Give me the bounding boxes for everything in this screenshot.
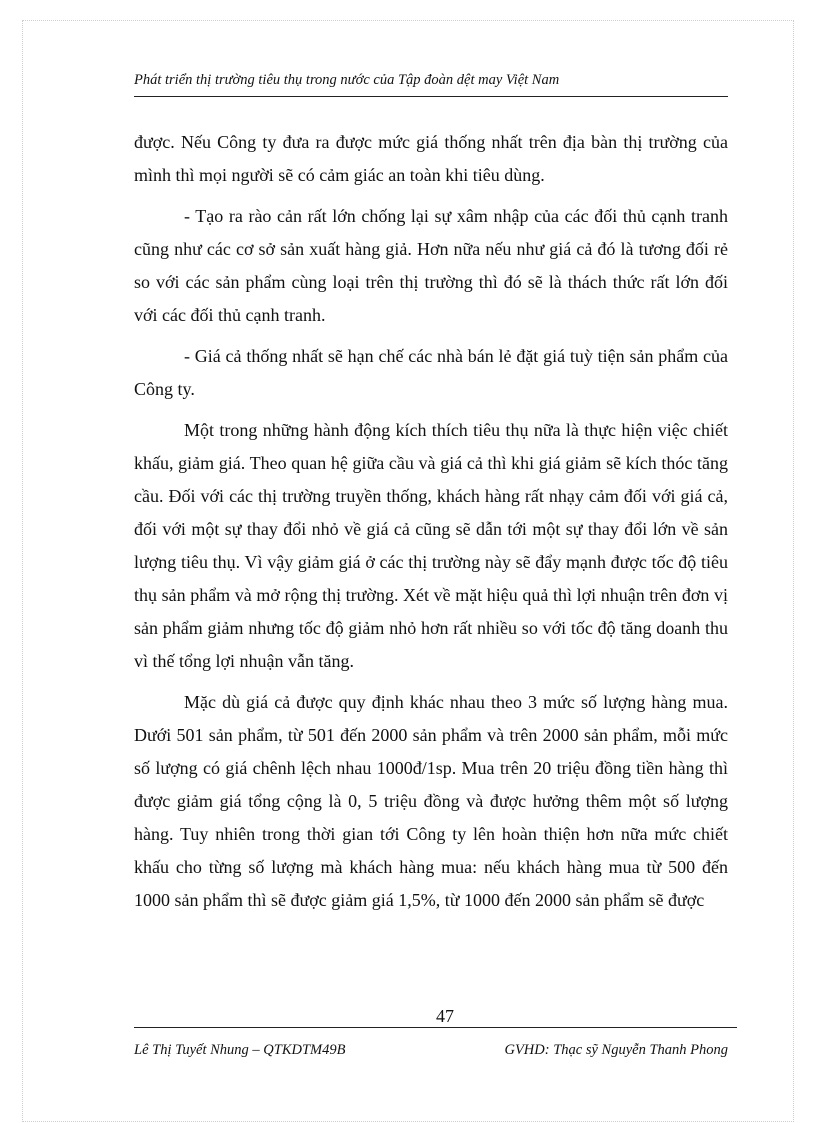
paragraph-barrier: - Tạo ra rào cản rất lớn chống lại sự xâm nhập của các đối thủ cạnh tranh cũng như các cơ sở sản xuất hàng giả. Hơn nữa nếu như giá cả đó là tương đối rẻ so với các sản phẩm cùng loại trên thị trường thì đó sẽ là thách thức rất lớn đối với các đối thủ cạnh tranh.	[134, 206, 728, 325]
paragraph-discount: Một trong những hành động kích thích tiêu thụ nữa là thực hiện việc chiết khấu, giảm giá. Theo quan hệ giữa cầu và giá cả thì khi giá giảm sẽ kích thóc tăng cầu. Đối với các thị trường truyền thống, khách hàng rất nhạy cảm đối với giá cả, đối với một sự thay đổi nhỏ về giá cả cũng sẽ dẫn tới một sự thay đổi lớn về sản lượng tiêu thụ. Vì vậy giảm giá ở các thị trường này sẽ đẩy mạnh được tốc độ tiêu thụ sản phẩm và mở rộng thị trường. Xét về mặt hiệu quả thì lợi nhuận trên đơn vị sản phẩm giảm nhưng tốc độ giảm nhỏ hơn rất nhiều so với tốc độ tăng doanh thu vì thế tổng lợi nhuận vẫn tăng.	[134, 420, 728, 671]
document-body	[134, 126, 728, 925]
footer-divider	[134, 1027, 737, 1028]
page-header	[134, 70, 728, 97]
paragraph-uniform-price: - Giá cả thống nhất sẽ hạn chế các nhà bán lẻ đặt giá tuỳ tiện sản phẩm của Công ty.	[134, 346, 728, 399]
footer-advisor: GVHD: Thạc sỹ Nguyễn Thanh Phong	[504, 1042, 728, 1058]
header-title: Phát triển thị trường tiêu thụ trong nước của Tập đoàn dệt may Việt Nam	[134, 72, 560, 88]
paragraph-price-levels: Mặc dù giá cả được quy định khác nhau theo 3 mức số lượng hàng mua. Dưới 501 sản phẩm, từ 501 đến 2000 sản phẩm và trên 2000 sản phẩm, mỗi mức số lượng có giá chênh lệch nhau 1000đ/1sp. Mua trên 20 triệu đồng tiền hàng thì được giảm giá tổng cộng là 0, 5 triệu đồng và được hưởng thêm một số lượng hàng. Tuy nhiên trong thời gian tới Công ty lên hoàn thiện hơn nữa mức chiết khấu cho từng số lượng mà khách hàng mua: nếu khách hàng mua từ 500 đến 1000 sản phẩm thì sẽ được giảm giá 1,5%, từ 1000 đến 2000 sản phẩm sẽ được	[134, 692, 728, 910]
paragraph-continuation: được. Nếu Công ty đưa ra được mức giá thống nhất trên địa bàn thị trường của mình thì mọi người sẽ có cảm giác an toàn khi tiêu dùng.	[134, 132, 728, 185]
footer-author: Lê Thị Tuyết Nhung – QTKDTM49B	[134, 1042, 346, 1058]
page-number: 47	[436, 1006, 454, 1026]
